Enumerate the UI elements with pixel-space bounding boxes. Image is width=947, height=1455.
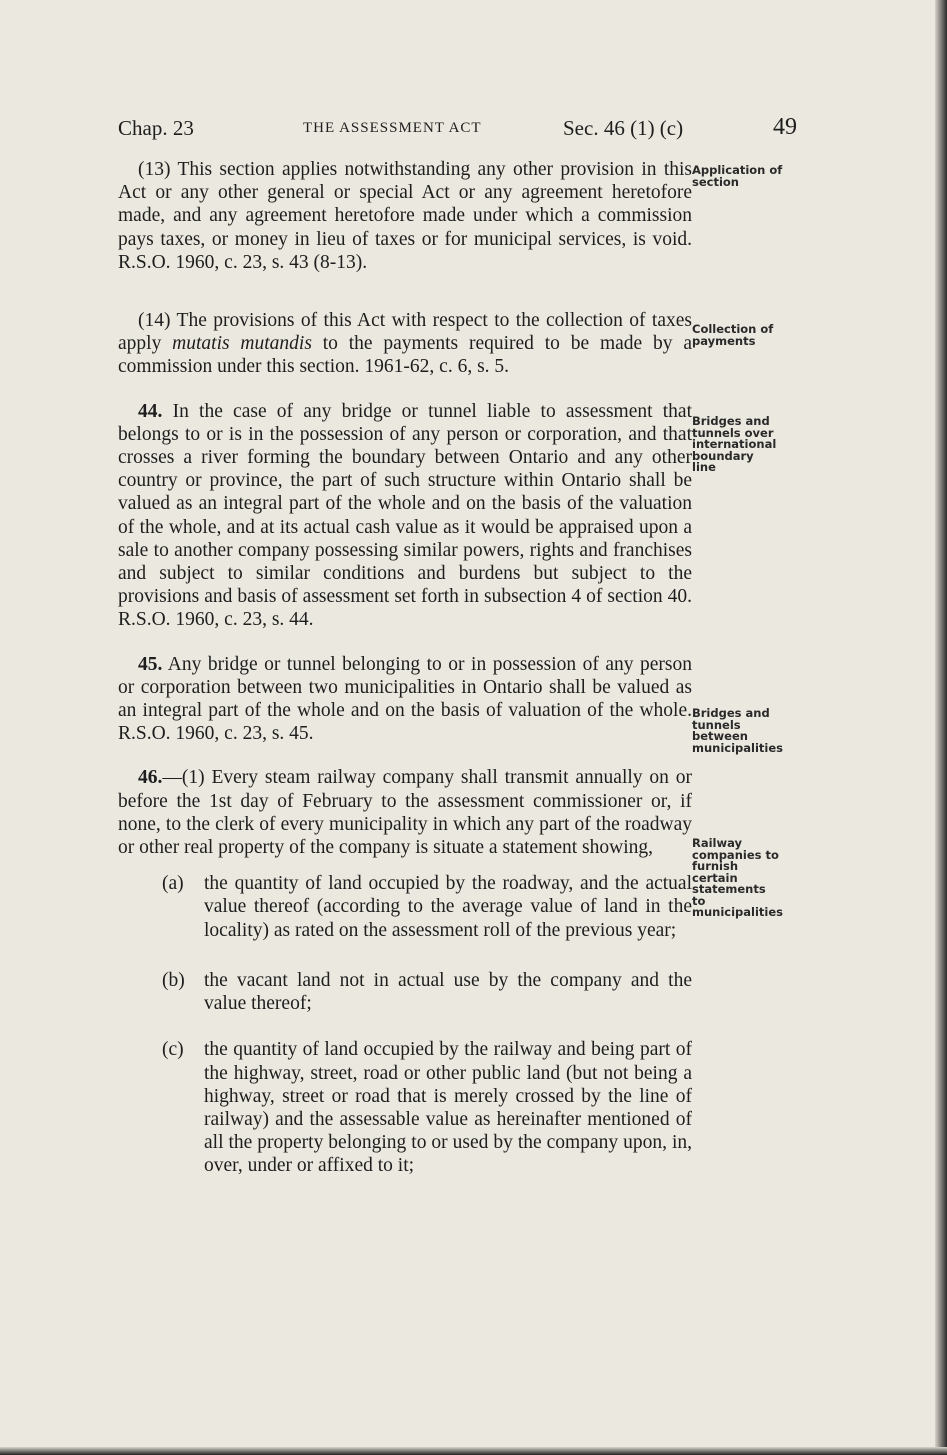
subsection-14-rest: to the payments required to be made by a commission under this section. 1961-62, c. 6, s. 5. bbox=[118, 333, 692, 378]
clause-a bbox=[118, 872, 692, 942]
margin-note-bridges-municipalities: Bridges and tunnels between municipalities bbox=[692, 706, 784, 755]
margin-note-bridges-international: Bridges and tunnels over international boundary line bbox=[692, 414, 777, 474]
section-44-text: In the case of any bridge or tunnel liable to assessment that belongs to or is in the possession of any person or corporation, and that crosses a river forming the boundary between Ontario and any other country or province, the part of such structure within Ontario shall be valued as an integral part of the whole and on the basis of the valuation of the whole, and at its actual cash value as it would be appraised upon a sale to another company possessing similar powers, rights and franchises and subject to similar conditions and burdens but subject to the provisions and basis of assessment set forth in subsection 4 of section 40. R.S.O. 1960, c. 23, s. 44. bbox=[118, 400, 692, 631]
margin-note-railway: Railway companies to furnish certain statements to municipalities bbox=[692, 836, 784, 919]
section-44-number: 44. bbox=[138, 400, 163, 422]
clause-b-text: the vacant land not in actual use by the company and the value thereof; bbox=[204, 969, 692, 1015]
margin-note-application: Application of section bbox=[692, 163, 783, 189]
margin-note-collection: Collection of payments bbox=[692, 322, 774, 348]
clause-c-label: (c) bbox=[162, 1039, 184, 1061]
clause-c-text: the quantity of land occupied by the railway and being part of the highway, street, road or other public land (but not being a highway, street or road that is merely crossed by the line of railway) and the assessable value as hereinafter mentioned of all the property belonging to or used by the company upon, in, over, under or affixed to it; bbox=[204, 1039, 692, 1177]
act-title: THE ASSESSMENT ACT bbox=[303, 120, 482, 136]
section-45-text: Any bridge or tunnel belonging to or in possession of any person or corporation between two municipalities in Ontario shall be valued as an integral part of the whole and on the basis of valuation of the whole. R.S.O. 1960, c. 23, s. 45. bbox=[118, 653, 692, 745]
page-edge-shadow bbox=[935, 0, 947, 1455]
page-number: 49 bbox=[773, 114, 797, 140]
subsection-14 bbox=[118, 309, 692, 379]
clause-a-label: (a) bbox=[162, 873, 184, 895]
page-bottom-shadow bbox=[0, 1447, 947, 1455]
section-44 bbox=[118, 400, 692, 632]
section-45 bbox=[118, 653, 692, 746]
section-46-number: 46. bbox=[138, 767, 163, 789]
subsection-14-italic: mutatis mutandis bbox=[172, 333, 312, 355]
section-reference: Sec. 46 (1) (c) bbox=[563, 116, 684, 140]
section-46-text: —(1) Every steam railway company shall transmit annually on or before the 1st day of February to the assessment commissioner or, if none, to the clerk of every municipality in which any part of the roadway or other real property of the company is situate a statement showing, bbox=[118, 767, 692, 859]
section-45-number: 45. bbox=[138, 653, 163, 675]
clause-a-text: the quantity of land occupied by the roadway, and the actual value thereof (according to the average value of land in the locality) as rated on the assessment roll of the previous year; bbox=[204, 873, 692, 941]
clause-b-label: (b) bbox=[162, 969, 185, 991]
clause-b bbox=[118, 969, 692, 1015]
subsection-14-text: (14) The provisions of this Act with respect to the collection of taxes apply bbox=[118, 310, 692, 355]
document-body bbox=[118, 158, 692, 1178]
chapter-label: Chap. 23 bbox=[118, 116, 194, 140]
section-46-1 bbox=[118, 766, 692, 859]
running-header bbox=[118, 114, 798, 144]
clause-c bbox=[118, 1038, 692, 1177]
subsection-13: (13) This section applies notwithstanding any other provision in this Act or any other general or special Act or any agreement heretofore made, and any agreement heretofore made under which a commission pays taxes, or money in lieu of taxes or for municipal services, is void. R.S.O. 1960, c. 23, s. 43 (8-13). bbox=[118, 159, 692, 273]
